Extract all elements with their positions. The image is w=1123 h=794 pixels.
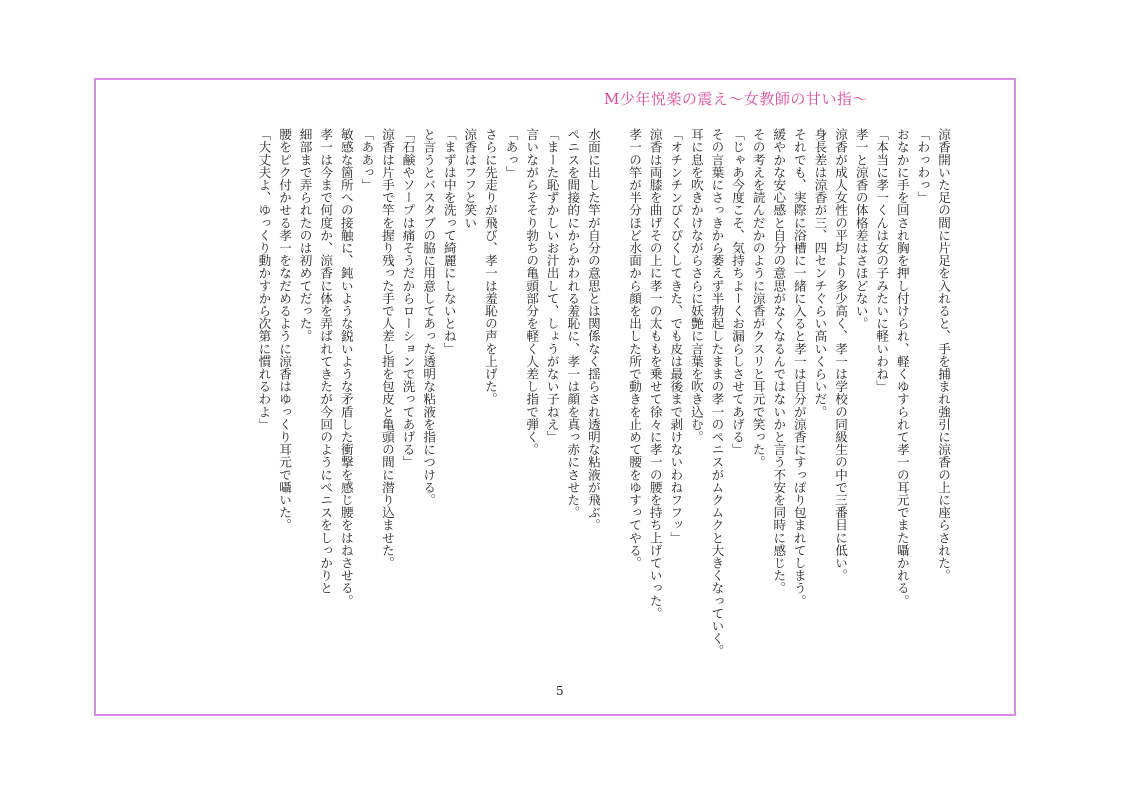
text-paragraph: 緩やかな安心感と自分の意思がなくなるんではないかと言う不安を同時に感じた。 <box>771 128 787 595</box>
text-paragraph: 涼香が成人女性の平均より多少高く、孝一は学校の同級生の中で三番目に低い。 <box>833 128 849 582</box>
text-paragraph: 「じゃあ今度こそ、気持ちよーくお漏らしさせてあげる」 <box>730 128 746 456</box>
text-paragraph: 涼香開いた足の間に片足を入れると、手を捕まれ強引に涼香の上に座らされた。 <box>936 128 951 582</box>
text-paragraph: 「まーた恥ずかしいお汁出して、しょうがない子ねえ」 <box>544 128 560 443</box>
text-paragraph: 「大丈夫よ、ゆっくり動かすから次第に慣れるわよ」 <box>256 128 272 431</box>
text-paragraph: 「石鹸やソープは痛そうだからローションで洗ってあげる」 <box>400 128 416 469</box>
text-paragraph: 孝一の竿が半分ほど水面から顔を出した所で動きを止めて腰をゆすってやる。 <box>627 128 643 569</box>
text-paragraph: 敏感な箇所への接触に、鈍いような鋭いような矛盾した衝撃を感じ腰をはねさせる。 <box>338 128 354 607</box>
text-paragraph: と言うとバスタブの脇に用意してあった透明な粘液を指につける。 <box>421 128 437 506</box>
text-paragraph: 涼香は片手で竿を握り残った手で人差し指を包皮と亀頭の間に潜り込ませた。 <box>379 128 395 569</box>
text-paragraph: 耳に息を吹きかけながらさらに妖艶に言葉を吹き込む。 <box>688 128 704 443</box>
text-paragraph: 「オチンチンぴくぴくしてきた、でも皮は最後まで剥けないわねフフッ」 <box>668 128 684 544</box>
text-paragraph: 涼香は両膝を曲げその上に孝一の太ももを乗せて徐々に孝一の腰を持ち上げていった。 <box>647 128 663 620</box>
text-paragraph: 身長差は涼香が三、四センチぐらい高いくらいだ。 <box>812 128 828 418</box>
text-paragraph: 「まずは中を洗って綺麗にしないとね」 <box>441 128 457 355</box>
text-paragraph: 「わっわっ」 <box>915 128 931 204</box>
text-paragraph: 「あっ」 <box>503 128 519 179</box>
text-paragraph: 「本当に孝一くんは女の子みたいに軽いわね」 <box>874 128 890 393</box>
text-paragraph: それでも、実際に浴槽に一緒に入ると孝一は自分が涼香にすっぽり包まれてしまう。 <box>791 128 807 607</box>
text-paragraph: その考えを読んだかのように涼香がクスリと耳元で笑った。 <box>750 128 766 469</box>
text-paragraph: 「ああっ」 <box>359 128 375 191</box>
text-paragraph: 孝一は今まで何度か、涼香に体を弄ばれてきたが今回のようにペニスをしっかりと <box>318 128 334 595</box>
text-paragraph: おなかに手を回され胸を押し付けられ、軽くゆすられて孝一の耳元でまた囁かれる。 <box>894 128 910 607</box>
text-paragraph: 水面に出した竿が自分の意思とは関係なく揺らされ透明な粘液が飛ぶ。 <box>585 128 601 532</box>
body-text <box>163 128 953 688</box>
text-paragraph: ペニスを間接的にからかわれる羞恥に、孝一は顔を真っ赤にさせた。 <box>565 128 581 519</box>
text-paragraph: 細部まで弄られたのは初めてだった。 <box>297 128 313 343</box>
text-paragraph: 孝一と涼香の体格差はさほどない。 <box>853 128 869 330</box>
text-paragraph: 腰をピク付かせる孝一をなだめるように涼香はゆっくり耳元で囁いた。 <box>277 128 292 532</box>
book-title: M少年悦楽の震え〜女教師の甘い指〜 <box>604 90 868 108</box>
page-number: 5 <box>556 684 564 698</box>
text-paragraph: さらに先走りが飛び、孝一は羞恥の声を上げた。 <box>482 128 498 406</box>
text-paragraph: 言いながらそそり勃ちの亀頭部分を軽く人差し指で弾く。 <box>524 128 540 456</box>
text-paragraph: その言葉にさっきから萎えず半勃起したままの孝一のペニスがムクムクと大きくなっていく。 <box>709 128 725 658</box>
text-paragraph: 涼香はフフと笑い <box>462 128 478 229</box>
blank-line <box>603 128 624 688</box>
